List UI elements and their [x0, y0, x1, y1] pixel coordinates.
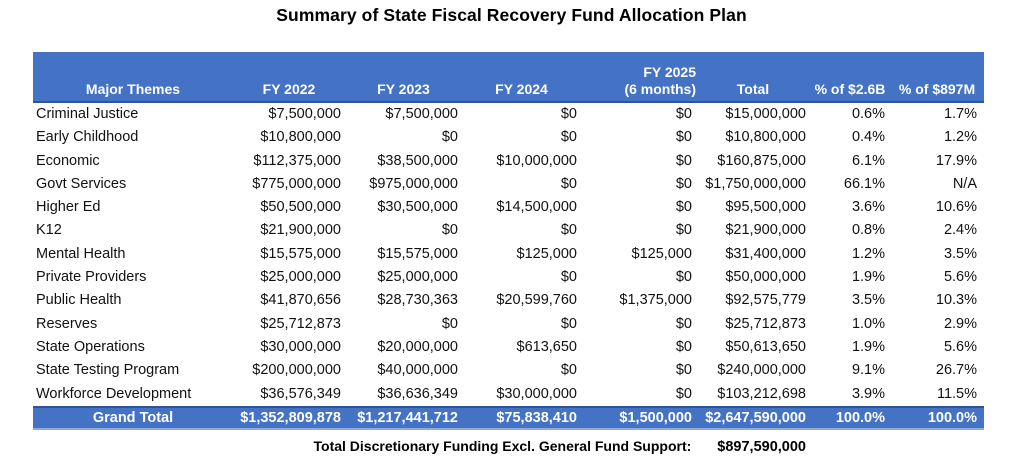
pct-897m-cell: 2.9%: [943, 315, 977, 332]
fy2024-cell: $0: [560, 222, 577, 239]
fy2022-cell: $112,375,000: [253, 152, 341, 169]
table-header-row: [33, 52, 984, 103]
fy2022-cell: $10,800,000: [260, 129, 341, 146]
theme-cell: Workforce Development: [36, 385, 192, 402]
grand-total-fy2024: $75,838,410: [496, 409, 577, 426]
page-title: Summary of State Fiscal Recovery Fund Allocation Plan: [276, 5, 747, 25]
header-fy2023-label: FY 2023: [377, 81, 430, 97]
fy2024-cell: $30,000,000: [496, 385, 577, 402]
fy2024-cell: $10,000,000: [496, 152, 577, 169]
fy2023-cell: $30,500,000: [377, 199, 458, 216]
total-cell: $1,750,000,000: [705, 175, 806, 192]
fy2022-cell: $775,000,000: [252, 175, 341, 192]
theme-cell: Public Health: [36, 292, 122, 309]
pct-26b-cell: 1.9%: [851, 338, 885, 355]
fy2024-cell: $0: [560, 106, 577, 122]
pct-26b-cell: 9.1%: [851, 362, 885, 379]
grand-total-pct-897m: 100.0%: [927, 409, 977, 426]
table-row: [33, 150, 984, 173]
discretionary-funding-note: [33, 438, 806, 455]
theme-cell: State Operations: [36, 338, 145, 355]
fy2025-cell: $125,000: [631, 245, 692, 262]
table-row: [33, 103, 984, 126]
theme-cell: Economic: [36, 152, 100, 169]
total-cell: $25,712,873: [725, 315, 806, 332]
fy2023-cell: $0: [441, 129, 458, 146]
total-cell: $240,000,000: [717, 362, 806, 379]
fy2023-cell: $40,000,000: [377, 362, 458, 379]
theme-cell: State Testing Program: [36, 362, 180, 379]
grand-total-fy2023: $1,217,441,712: [357, 409, 458, 426]
pct-26b-cell: 6.1%: [851, 152, 885, 169]
fy2022-cell: $21,900,000: [260, 222, 341, 239]
allocation-table: [33, 52, 984, 430]
fy2023-cell: $25,000,000: [377, 269, 458, 286]
fy2024-cell: $613,650: [516, 338, 577, 355]
header-total-label: Total: [736, 81, 770, 97]
fy2024-cell: $125,000: [516, 245, 577, 262]
pct-26b-cell: 1.0%: [851, 315, 885, 332]
table-row: [33, 173, 984, 196]
table-row: [33, 219, 984, 242]
total-cell: $95,500,000: [725, 199, 806, 216]
fy2025-cell: $0: [675, 362, 692, 379]
pct-26b-cell: 1.9%: [851, 269, 885, 286]
header-pct-897m: [890, 52, 984, 101]
table-row: [33, 336, 984, 359]
fy2023-cell: $0: [441, 315, 458, 332]
theme-cell: Criminal Justice: [36, 106, 139, 122]
header-total: [696, 52, 810, 101]
fy2023-cell: $38,500,000: [377, 152, 458, 169]
table-row: [33, 196, 984, 219]
pct-897m-cell: 1.7%: [943, 106, 977, 122]
grand-total-pct-26b: 100.0%: [835, 409, 885, 426]
header-major-themes-label: Major Themes: [85, 81, 181, 97]
total-cell: $92,575,779: [725, 292, 806, 309]
theme-cell: Private Providers: [36, 269, 147, 286]
table-row: [33, 313, 984, 336]
fy2022-cell: $15,575,000: [260, 245, 341, 262]
header-pct-897m-label: % of $897M: [898, 81, 976, 97]
pct-26b-cell: 66.1%: [843, 175, 885, 192]
fy2022-cell: $30,000,000: [260, 338, 341, 355]
pct-897m-cell: N/A: [952, 175, 977, 192]
fy2022-cell: $25,712,873: [260, 315, 341, 332]
header-pct-26b-label: % of $2.6B: [814, 81, 886, 97]
fy2024-cell: $0: [560, 175, 577, 192]
fy2024-cell: $0: [560, 362, 577, 379]
fy2025-cell: $0: [675, 152, 692, 169]
discretionary-funding-label: Total Discretionary Funding Excl. General Fund Support:: [313, 438, 692, 454]
pct-26b-cell: 1.2%: [851, 245, 885, 262]
header-major-themes: [33, 52, 233, 101]
fy2025-cell: $0: [675, 338, 692, 355]
total-cell: $10,800,000: [725, 129, 806, 146]
pct-26b-cell: 0.8%: [851, 222, 885, 239]
fy2023-cell: $20,000,000: [377, 338, 458, 355]
table-row: [33, 289, 984, 312]
pct-897m-cell: 26.7%: [935, 362, 977, 379]
theme-cell: Govt Services: [36, 175, 127, 192]
fy2024-cell: $0: [560, 315, 577, 332]
fy2025-cell: $1,375,000: [619, 292, 692, 309]
theme-cell: Mental Health: [36, 245, 126, 262]
fy2024-cell: $0: [560, 129, 577, 146]
fy2023-cell: $975,000,000: [369, 175, 458, 192]
theme-cell: K12: [36, 222, 62, 239]
fy2022-cell: $7,500,000: [268, 106, 341, 122]
pct-26b-cell: 3.9%: [851, 385, 885, 402]
fy2023-cell: $7,500,000: [385, 106, 458, 122]
grand-total-fy2022: $1,352,809,878: [240, 409, 341, 426]
pct-897m-cell: 5.6%: [943, 269, 977, 286]
discretionary-funding-value: $897,590,000: [717, 439, 806, 455]
header-fy2025: [581, 52, 696, 101]
fy2025-cell: $0: [675, 385, 692, 402]
grand-total-label: Grand Total: [92, 409, 174, 426]
header-fy2024: [462, 52, 581, 101]
theme-cell: Early Childhood: [36, 129, 139, 146]
fy2022-cell: $36,576,349: [260, 385, 341, 402]
fy2025-cell: $0: [675, 222, 692, 239]
pct-897m-cell: 5.6%: [943, 338, 977, 355]
pct-897m-cell: 11.5%: [936, 385, 977, 402]
fy2025-cell: $0: [675, 315, 692, 332]
table-row: [33, 383, 984, 406]
fy2023-cell: $0: [441, 222, 458, 239]
header-fy2023: [345, 52, 462, 101]
table-body: [33, 103, 984, 406]
total-cell: $50,000,000: [725, 269, 806, 286]
pct-897m-cell: 2.4%: [943, 222, 977, 239]
fy2025-cell: $0: [675, 129, 692, 146]
header-pct-26b: [810, 52, 890, 101]
fy2023-cell: $36,636,349: [377, 385, 458, 402]
fy2023-cell: $15,575,000: [377, 245, 458, 262]
fy2025-cell: $0: [675, 199, 692, 216]
header-fy2025-line2: (6 months): [624, 81, 696, 97]
pct-26b-cell: 0.6%: [851, 106, 885, 122]
fy2024-cell: $20,599,760: [496, 292, 577, 309]
pct-26b-cell: 0.4%: [851, 129, 885, 146]
fy2024-cell: $0: [560, 269, 577, 286]
header-fy2022-label: FY 2022: [262, 81, 316, 97]
total-cell: $160,875,000: [717, 152, 806, 169]
grand-total-fy2025: $1,500,000: [619, 409, 692, 426]
fy2024-cell: $14,500,000: [496, 199, 577, 216]
fy2022-cell: $200,000,000: [252, 362, 341, 379]
grand-total-row: [33, 406, 984, 430]
fy2022-cell: $50,500,000: [260, 199, 341, 216]
pct-897m-cell: 10.6%: [935, 199, 977, 216]
theme-cell: Reserves: [36, 315, 98, 332]
table-row: [33, 243, 984, 266]
total-cell: $21,900,000: [725, 222, 806, 239]
header-fy2024-label: FY 2024: [495, 81, 548, 97]
pct-897m-cell: 1.2%: [943, 129, 977, 146]
table-row: [33, 359, 984, 382]
total-cell: $50,613,650: [725, 338, 806, 355]
fy2022-cell: $41,870,656: [260, 292, 341, 309]
fy2022-cell: $25,000,000: [260, 269, 341, 286]
fy2025-cell: $0: [675, 175, 692, 192]
total-cell: $15,000,000: [725, 106, 806, 122]
header-fy2022: [233, 52, 345, 101]
pct-897m-cell: 10.3%: [935, 292, 977, 309]
total-cell: $31,400,000: [725, 245, 806, 262]
table-row: [33, 266, 984, 289]
grand-total-total: $2,647,590,000: [705, 409, 806, 426]
fy2025-cell: $0: [675, 269, 692, 286]
fy2025-cell: $0: [675, 106, 692, 122]
pct-897m-cell: 3.5%: [943, 245, 977, 262]
pct-26b-cell: 3.6%: [851, 199, 885, 216]
fy2023-cell: $28,730,363: [377, 292, 458, 309]
pct-26b-cell: 3.5%: [851, 292, 885, 309]
header-fy2025-line1: FY 2025: [643, 64, 696, 80]
theme-cell: Higher Ed: [36, 199, 101, 216]
pct-897m-cell: 17.9%: [935, 152, 977, 169]
table-row: [33, 126, 984, 149]
total-cell: $103,212,698: [717, 385, 806, 402]
